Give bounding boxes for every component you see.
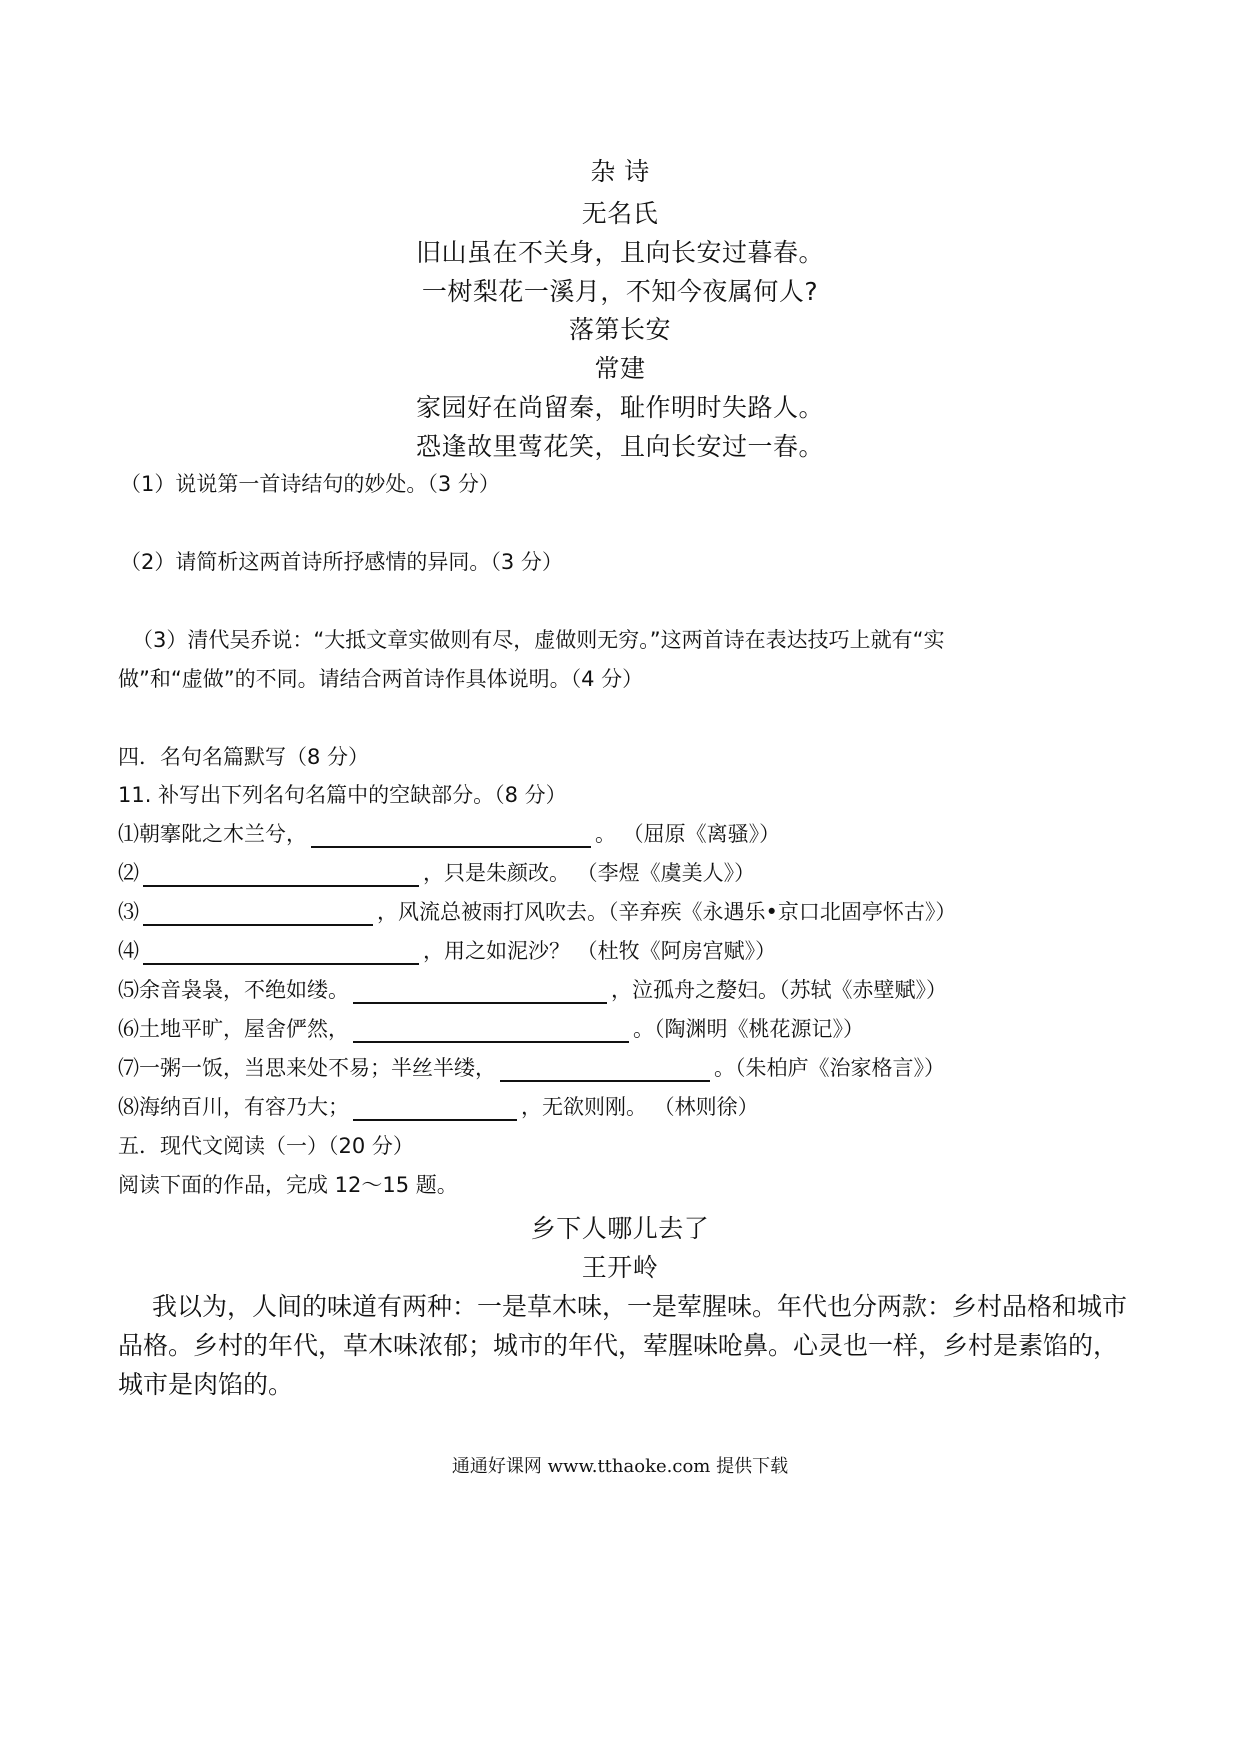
essay-paragraph-line2: 品格。乡村的年代，草木味浓郁；城市的年代，荤腥味呛鼻。心灵也一样，乡村是素馅的，: [118, 1331, 1119, 1360]
fill-item-text: ，风流总被雨打风吹去。（辛弃疾《永遇乐•京口北固亭怀古》）: [377, 900, 957, 924]
fill-item-text: ⑻海纳百川，有容乃大；: [118, 1095, 349, 1119]
section5-heading: 五．现代文阅读（一）（20 分）: [118, 1134, 414, 1158]
question-2: （2）请简析这两首诗所抒感情的异同。（3 分）: [120, 550, 563, 574]
fill-item-text: ，泣孤舟之嫠妇。（苏轼《赤壁赋》）: [611, 978, 947, 1002]
answer-blank[interactable]: [353, 1097, 517, 1121]
essay-paragraph-line1: 我以为，人间的味道有两种：一是草木味，一是荤腥味。年代也分两款：乡村品格和城市: [152, 1292, 1128, 1321]
fill-item-text: 。（陶渊明《桃花源记》）: [633, 1017, 864, 1041]
answer-blank[interactable]: [143, 902, 373, 926]
answer-blank[interactable]: [353, 980, 607, 1004]
fill-item-text: ⑶: [118, 900, 139, 924]
fill-item-text: ⑴朝搴阰之木兰兮，: [118, 822, 307, 846]
answer-blank[interactable]: [143, 863, 419, 887]
poem2-line2: 恐逢故里莺花笑，且向长安过一春。: [415, 432, 824, 461]
fill-item-text: ⑷: [118, 939, 139, 963]
fill-item-text: ，无欲则刚。 （林则徐）: [521, 1095, 759, 1119]
section4-instruction: 11. 补写出下列名句名篇中的空缺部分。（8 分）: [118, 783, 567, 807]
fill-item-text: ，只是朱颜改。 （李煜《虞美人》）: [423, 861, 756, 885]
fill-item-text: ，用之如泥沙？ （杜牧《阿房宫赋》）: [423, 939, 777, 963]
section4-heading: 四．名句名篇默写（8 分）: [118, 745, 370, 769]
answer-blank[interactable]: [143, 941, 419, 965]
question-1: （1）说说第一首诗结句的妙处。（3 分）: [120, 472, 500, 496]
fill-item-5: [118, 974, 947, 1004]
question-3-line1: （3）清代吴乔说：“大抵文章实做则有尽，虚做则无穷。”这两首诗在表达技巧上就有“实: [132, 628, 945, 652]
fill-item-text: 。（朱柏庐《治家格言》）: [714, 1056, 945, 1080]
question-3-line2: 做”和“虚做”的不同。请结合两首诗作具体说明。（4 分）: [118, 667, 644, 691]
section5-instruction: 阅读下面的作品，完成 12～15 题。: [118, 1173, 458, 1197]
fill-item-text: ⑸余音袅袅，不绝如缕。: [118, 978, 349, 1002]
fill-item-text: ⑵: [118, 861, 139, 885]
essay-author: 王开岭: [581, 1253, 659, 1282]
poem1-title: 杂 诗: [590, 157, 650, 186]
answer-blank[interactable]: [353, 1019, 629, 1043]
page-footer: 通通好课网 www.tthaoke.com 提供下载: [451, 1456, 789, 1477]
fill-item-1: [118, 818, 780, 848]
poem2-author: 常建: [594, 354, 646, 383]
poem1-line1: 旧山虽在不关身，且向长安过暮春。: [415, 238, 824, 267]
fill-item-4: [118, 935, 776, 965]
essay-paragraph-line3: 城市是肉馅的。: [118, 1370, 294, 1399]
fill-item-3: [118, 896, 956, 926]
answer-blank[interactable]: [500, 1058, 710, 1082]
fill-item-text: 。 （屈原《离骚》）: [595, 822, 781, 846]
poem2-line1: 家园好在尚留秦，耻作明时失路人。: [415, 393, 824, 422]
fill-item-7: [118, 1052, 945, 1082]
answer-blank[interactable]: [311, 824, 591, 848]
fill-item-8: [118, 1091, 759, 1121]
fill-item-text: ⑺一粥一饭，当思来处不易；半丝半缕，: [118, 1056, 496, 1080]
poem2-title: 落第长安: [568, 315, 671, 344]
fill-item-text: ⑹土地平旷，屋舍俨然，: [118, 1017, 349, 1041]
essay-title: 乡下人哪儿去了: [530, 1214, 710, 1243]
poem1-author: 无名氏: [581, 199, 659, 228]
fill-item-2: [118, 857, 755, 887]
fill-item-6: [118, 1013, 864, 1043]
poem1-line2: 一树梨花一溪月，不知今夜属何人?: [421, 277, 819, 306]
